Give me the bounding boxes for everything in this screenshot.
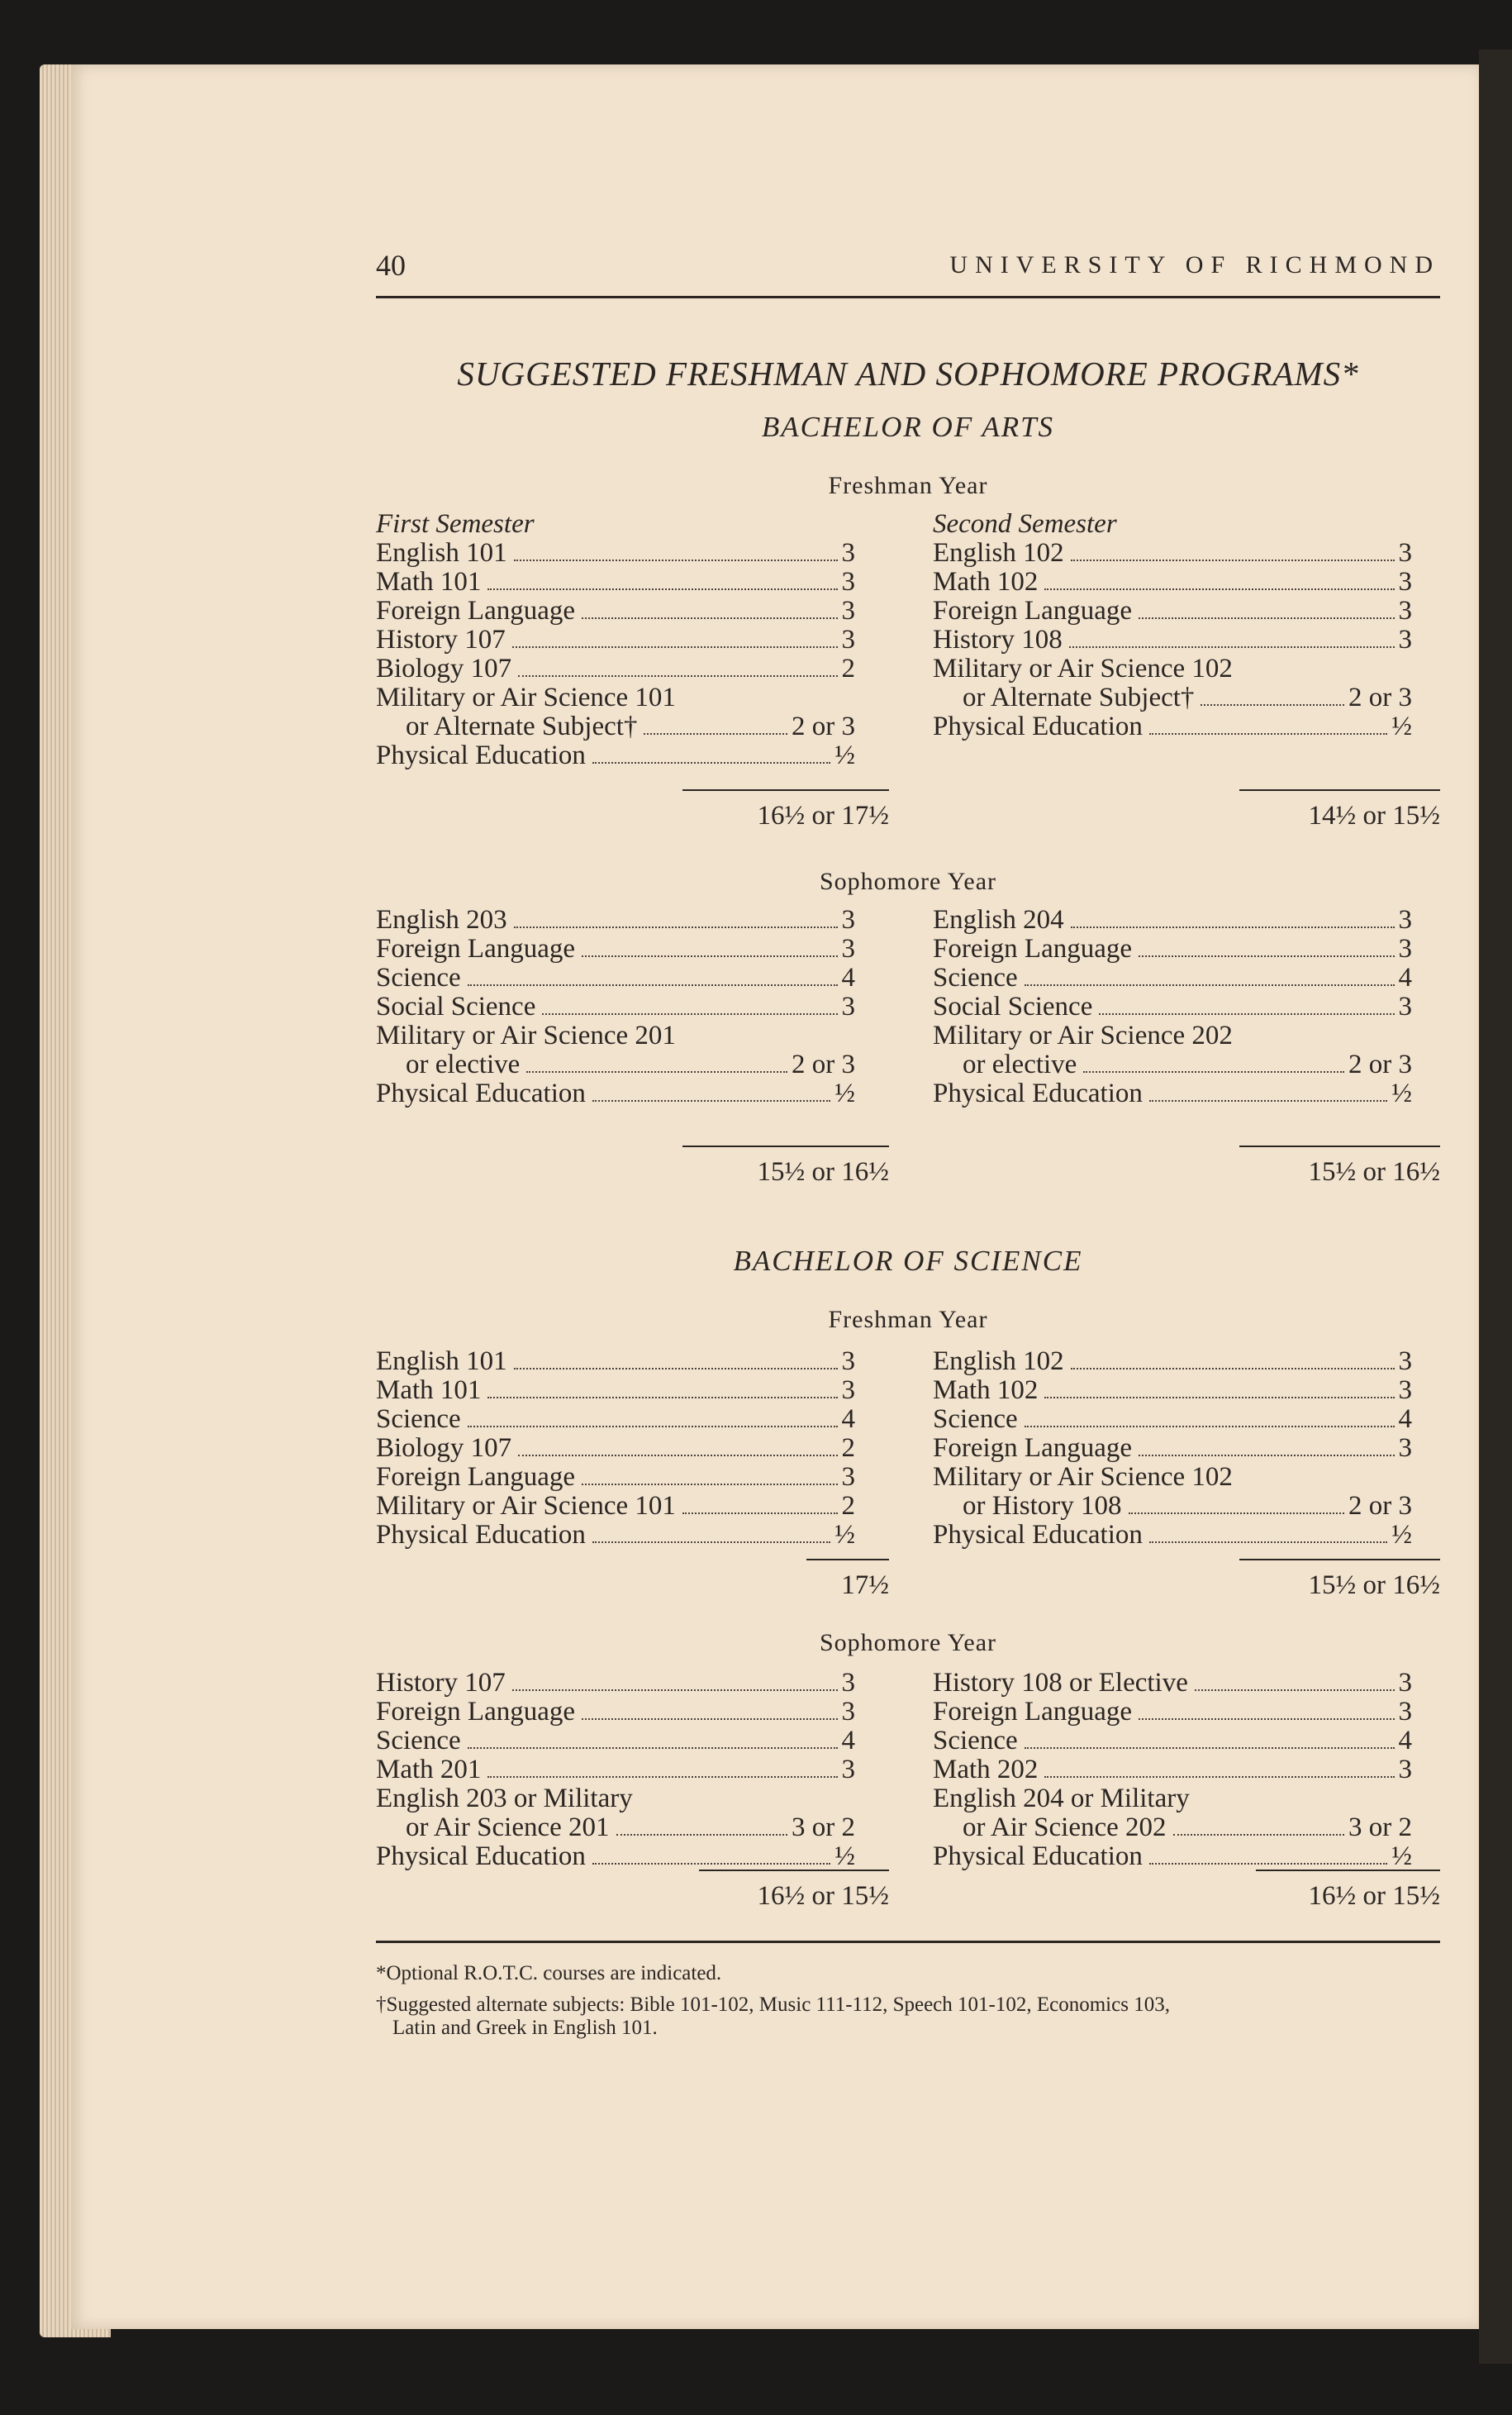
credit-hours: 3 bbox=[841, 1755, 855, 1784]
course-row bbox=[933, 1698, 1412, 1727]
course-row bbox=[933, 1521, 1412, 1550]
dot-leader bbox=[592, 1100, 830, 1102]
dot-leader bbox=[1139, 955, 1394, 957]
bs-freshman-left-total: 17½ bbox=[806, 1559, 889, 1601]
bs-freshman-right-total: 15½ or 16½ bbox=[1239, 1559, 1440, 1601]
course-label: Foreign Language bbox=[933, 934, 1133, 964]
bs-freshman-right bbox=[933, 1347, 1412, 1550]
course-row bbox=[933, 1079, 1412, 1108]
course-label: Physical Education bbox=[933, 1079, 1143, 1108]
course-row bbox=[933, 597, 1412, 626]
credit-hours: 3 bbox=[1398, 1346, 1412, 1376]
dot-leader bbox=[644, 733, 787, 735]
course-label: Physical Education bbox=[376, 741, 586, 770]
credit-hours: 4 bbox=[1398, 963, 1412, 993]
course-row bbox=[376, 655, 855, 684]
course-label: Math 102 bbox=[933, 567, 1039, 597]
credit-hours: 3 or 2 bbox=[1348, 1812, 1412, 1842]
credit-hours: 3 bbox=[841, 1462, 855, 1492]
ba-sophomore-right bbox=[933, 906, 1412, 1108]
credit-hours: 3 bbox=[841, 905, 855, 935]
credit-hours: 2 bbox=[841, 1491, 855, 1521]
course-row bbox=[933, 1050, 1412, 1079]
credit-hours: 3 bbox=[841, 934, 855, 964]
dot-leader bbox=[468, 1426, 838, 1427]
course-label: or Alternate Subject† bbox=[406, 712, 638, 741]
course-row bbox=[933, 1669, 1412, 1698]
dot-leader bbox=[512, 1689, 838, 1691]
course-row bbox=[376, 1813, 855, 1842]
course-label: Math 101 bbox=[376, 567, 482, 597]
dot-leader bbox=[1149, 733, 1387, 735]
course-row bbox=[376, 1376, 855, 1405]
course-label: Math 202 bbox=[933, 1755, 1039, 1784]
course-row bbox=[376, 906, 855, 935]
dot-leader bbox=[1149, 1100, 1387, 1102]
course-label: English 102 bbox=[933, 538, 1064, 568]
course-row bbox=[376, 1405, 855, 1434]
semester-heading: Second Semester bbox=[933, 509, 1117, 539]
dot-leader bbox=[487, 1397, 837, 1398]
course-label: Physical Education bbox=[933, 1841, 1143, 1871]
credit-hours: 3 bbox=[1398, 992, 1412, 1022]
dot-leader bbox=[1071, 560, 1395, 561]
course-label: Math 102 bbox=[933, 1375, 1039, 1405]
dot-leader bbox=[468, 984, 838, 986]
credit-hours: ½ bbox=[834, 1520, 855, 1550]
course-row bbox=[933, 568, 1412, 597]
course-label: English 101 bbox=[376, 538, 507, 568]
bs-sophomore-right bbox=[933, 1669, 1412, 1871]
credit-hours: 2 or 3 bbox=[1348, 1491, 1412, 1521]
dot-leader bbox=[1044, 1776, 1394, 1778]
dot-leader bbox=[1069, 646, 1395, 648]
course-label: English 203 bbox=[376, 905, 507, 935]
credit-hours: 3 bbox=[1398, 625, 1412, 655]
ba-heading: BACHELOR OF ARTS bbox=[761, 411, 1055, 443]
credit-hours: 3 bbox=[1398, 1433, 1412, 1463]
course-row bbox=[933, 1434, 1412, 1463]
ba-freshman-first-semester bbox=[376, 510, 855, 770]
credit-hours: 2 or 3 bbox=[1348, 1050, 1412, 1079]
credit-hours: 2 or 3 bbox=[792, 712, 855, 741]
ba-freshman-left-total: 16½ or 17½ bbox=[682, 789, 889, 831]
dot-leader bbox=[1129, 1512, 1345, 1514]
course-label: History 107 bbox=[376, 1668, 506, 1698]
dot-leader bbox=[1025, 1426, 1395, 1427]
credit-hours: ½ bbox=[834, 1079, 855, 1108]
dot-leader bbox=[1139, 1718, 1394, 1720]
page-number: 40 bbox=[376, 249, 406, 282]
course-row bbox=[376, 1347, 855, 1376]
ba-sophomore-right-total: 15½ or 16½ bbox=[1239, 1146, 1440, 1188]
dot-leader bbox=[682, 1512, 838, 1514]
dot-leader bbox=[542, 1013, 837, 1015]
credit-hours: 3 bbox=[1398, 567, 1412, 597]
course-row bbox=[933, 964, 1412, 993]
course-label: or Alternate Subject† bbox=[963, 683, 1195, 712]
ba-freshman-heading: Freshman Year bbox=[828, 472, 988, 499]
course-label: or Air Science 201 bbox=[406, 1812, 610, 1842]
course-label: Foreign Language bbox=[376, 934, 576, 964]
course-row bbox=[376, 597, 855, 626]
ba-freshman-right-total: 14½ or 15½ bbox=[1239, 789, 1440, 831]
course-row bbox=[933, 1492, 1412, 1521]
dot-leader bbox=[1025, 1747, 1395, 1749]
credit-hours: 3 bbox=[1398, 905, 1412, 935]
main-title: SUGGESTED FRESHMAN AND SOPHOMORE PROGRAMS* bbox=[457, 355, 1359, 393]
credit-hours: ½ bbox=[1391, 1520, 1412, 1550]
course-row bbox=[933, 1842, 1412, 1871]
course-label: History 107 bbox=[376, 625, 506, 655]
credit-hours: 3 bbox=[1398, 538, 1412, 568]
course-label: Math 101 bbox=[376, 1375, 482, 1405]
course-label: Physical Education bbox=[933, 712, 1143, 741]
course-label: Military or Air Science 101 bbox=[376, 683, 676, 712]
dot-leader bbox=[1139, 1455, 1394, 1456]
course-row bbox=[376, 712, 855, 741]
bs-sophomore-left bbox=[376, 1669, 855, 1871]
dot-leader bbox=[514, 926, 838, 928]
course-label: Science bbox=[933, 963, 1018, 993]
dot-leader bbox=[1173, 1834, 1344, 1836]
credit-hours: 3 bbox=[841, 567, 855, 597]
course-label: Social Science bbox=[376, 992, 536, 1022]
course-row bbox=[376, 1079, 855, 1108]
course-row bbox=[376, 935, 855, 964]
header-rule bbox=[376, 296, 1440, 298]
credit-hours: 3 bbox=[841, 1697, 855, 1727]
course-row bbox=[933, 539, 1412, 568]
course-row bbox=[933, 1405, 1412, 1434]
credit-hours: 2 or 3 bbox=[792, 1050, 855, 1079]
dot-leader bbox=[1071, 926, 1395, 928]
credit-hours: 4 bbox=[841, 963, 855, 993]
course-row bbox=[376, 1050, 855, 1079]
bs-sophomore-heading: Sophomore Year bbox=[820, 1629, 996, 1656]
ba-sophomore-left-total: 15½ or 16½ bbox=[682, 1146, 889, 1188]
course-label: Foreign Language bbox=[376, 1697, 576, 1727]
course-row bbox=[376, 539, 855, 568]
course-label: Physical Education bbox=[376, 1841, 586, 1871]
course-label: English 102 bbox=[933, 1346, 1064, 1376]
bs-sophomore-right-total: 16½ or 15½ bbox=[1256, 1870, 1440, 1912]
course-label: English 204 bbox=[933, 905, 1064, 935]
course-label: Foreign Language bbox=[376, 596, 576, 626]
course-row bbox=[376, 626, 855, 655]
dot-leader bbox=[518, 1455, 837, 1456]
credit-hours: 3 or 2 bbox=[792, 1812, 855, 1842]
footnote-rule bbox=[376, 1941, 1440, 1943]
dot-leader bbox=[1149, 1541, 1387, 1543]
course-label: Military or Air Science 202 bbox=[933, 1021, 1233, 1050]
credit-hours: ½ bbox=[1391, 1841, 1412, 1871]
course-label: Science bbox=[376, 963, 461, 993]
credit-hours: 3 bbox=[1398, 934, 1412, 964]
course-label: Military or Air Science 102 bbox=[933, 1462, 1233, 1492]
dot-leader bbox=[1201, 704, 1344, 706]
credit-hours: 2 bbox=[841, 1433, 855, 1463]
course-row bbox=[933, 626, 1412, 655]
dot-leader bbox=[1044, 1397, 1394, 1398]
course-row bbox=[376, 1698, 855, 1727]
dot-leader bbox=[582, 1718, 837, 1720]
course-row bbox=[376, 1434, 855, 1463]
credit-hours: 3 bbox=[1398, 1375, 1412, 1405]
footnote-alternate-subjects-cont: Latin and Greek in English 101. bbox=[392, 2017, 658, 2039]
course-label: History 108 bbox=[933, 625, 1063, 655]
running-header bbox=[376, 248, 1440, 289]
credit-hours: 3 bbox=[841, 1375, 855, 1405]
bs-freshman-heading: Freshman Year bbox=[828, 1306, 988, 1333]
course-row bbox=[376, 1521, 855, 1550]
course-row bbox=[933, 712, 1412, 741]
course-row bbox=[376, 1842, 855, 1871]
running-title: UNIVERSITY OF RICHMOND bbox=[949, 251, 1440, 279]
course-label: English 204 or Military bbox=[933, 1784, 1190, 1813]
course-label: Science bbox=[376, 1404, 461, 1434]
course-label: Foreign Language bbox=[933, 596, 1133, 626]
bs-heading: BACHELOR OF SCIENCE bbox=[733, 1245, 1083, 1277]
course-label: Science bbox=[933, 1726, 1018, 1755]
dot-leader bbox=[1083, 1071, 1344, 1073]
dot-leader bbox=[518, 675, 837, 677]
credit-hours: 4 bbox=[841, 1726, 855, 1755]
course-label: Foreign Language bbox=[376, 1462, 576, 1492]
course-row bbox=[376, 964, 855, 993]
dot-leader bbox=[468, 1747, 838, 1749]
dot-leader bbox=[592, 762, 830, 764]
course-label: English 203 or Military bbox=[376, 1784, 633, 1813]
dot-leader bbox=[616, 1834, 787, 1836]
course-label: Physical Education bbox=[933, 1520, 1143, 1550]
credit-hours: 3 bbox=[841, 596, 855, 626]
semester-heading: First Semester bbox=[376, 509, 535, 539]
course-label: Science bbox=[933, 1404, 1018, 1434]
course-label: or History 108 bbox=[963, 1491, 1122, 1521]
course-row bbox=[933, 935, 1412, 964]
credit-hours: 4 bbox=[1398, 1726, 1412, 1755]
course-label: Physical Education bbox=[376, 1079, 586, 1108]
course-row bbox=[933, 684, 1412, 712]
dot-leader bbox=[512, 646, 838, 648]
dot-leader bbox=[582, 617, 837, 619]
course-label: Physical Education bbox=[376, 1520, 586, 1550]
dot-leader bbox=[487, 1776, 837, 1778]
course-label: Biology 107 bbox=[376, 654, 512, 684]
dot-leader bbox=[487, 588, 837, 590]
dot-leader bbox=[514, 560, 838, 561]
course-row bbox=[376, 741, 855, 770]
course-row bbox=[933, 1727, 1412, 1755]
dot-leader bbox=[592, 1541, 830, 1543]
credit-hours: 4 bbox=[1398, 1404, 1412, 1434]
course-label: or elective bbox=[963, 1050, 1077, 1079]
course-label: or elective bbox=[406, 1050, 521, 1079]
course-row bbox=[376, 1492, 855, 1521]
course-row bbox=[376, 568, 855, 597]
footnote-alternate-subjects: †Suggested alternate subjects: Bible 101-102, Music 111-112, Speech 101-102, Economics 103, bbox=[376, 1993, 1170, 2016]
dot-leader bbox=[1071, 1368, 1395, 1369]
ba-sophomore-heading: Sophomore Year bbox=[820, 868, 996, 895]
bs-sophomore-left-total: 16½ or 15½ bbox=[699, 1870, 889, 1912]
credit-hours: 3 bbox=[1398, 596, 1412, 626]
dot-leader bbox=[1044, 588, 1394, 590]
credit-hours: 3 bbox=[1398, 1697, 1412, 1727]
dot-leader bbox=[1139, 617, 1394, 619]
course-label: Military or Air Science 102 bbox=[933, 654, 1233, 684]
course-row bbox=[376, 1727, 855, 1755]
dot-leader bbox=[526, 1071, 787, 1073]
course-label: Social Science bbox=[933, 992, 1093, 1022]
credit-hours: 2 or 3 bbox=[1348, 683, 1412, 712]
credit-hours: 3 bbox=[1398, 1755, 1412, 1784]
course-row bbox=[376, 1463, 855, 1492]
course-row bbox=[933, 1376, 1412, 1405]
course-row bbox=[933, 1755, 1412, 1784]
course-row bbox=[933, 993, 1412, 1022]
ba-freshman-second-semester bbox=[933, 510, 1412, 741]
footnote-optional-rotc: *Optional R.O.T.C. courses are indicated. bbox=[376, 1962, 722, 1984]
course-label: Military or Air Science 201 bbox=[376, 1021, 676, 1050]
course-label: or Air Science 202 bbox=[963, 1812, 1167, 1842]
course-row bbox=[376, 1755, 855, 1784]
credit-hours: 3 bbox=[841, 538, 855, 568]
credit-hours: 2 bbox=[841, 654, 855, 684]
dot-leader bbox=[1195, 1689, 1395, 1691]
course-label: English 101 bbox=[376, 1346, 507, 1376]
credit-hours: 4 bbox=[841, 1404, 855, 1434]
course-row bbox=[376, 1669, 855, 1698]
dot-leader bbox=[1099, 1013, 1394, 1015]
dot-leader bbox=[582, 955, 837, 957]
credit-hours: ½ bbox=[1391, 712, 1412, 741]
footnotes bbox=[376, 1962, 1440, 2040]
credit-hours: 3 bbox=[841, 992, 855, 1022]
course-row bbox=[933, 906, 1412, 935]
course-row bbox=[933, 1347, 1412, 1376]
dot-leader bbox=[1149, 1863, 1387, 1865]
credit-hours: 3 bbox=[841, 625, 855, 655]
course-label: Biology 107 bbox=[376, 1433, 512, 1463]
dot-leader bbox=[514, 1368, 838, 1369]
ba-sophomore-left bbox=[376, 906, 855, 1108]
credit-hours: 3 bbox=[841, 1346, 855, 1376]
credit-hours: 3 bbox=[841, 1668, 855, 1698]
course-label: Math 201 bbox=[376, 1755, 482, 1784]
course-label: Science bbox=[376, 1726, 461, 1755]
dot-leader bbox=[592, 1863, 830, 1865]
course-label: Foreign Language bbox=[933, 1697, 1133, 1727]
facing-page-edge bbox=[1479, 50, 1512, 2364]
credit-hours: ½ bbox=[1391, 1079, 1412, 1108]
course-label: History 108 or Elective bbox=[933, 1668, 1188, 1698]
dot-leader bbox=[582, 1484, 837, 1485]
course-label: Military or Air Science 101 bbox=[376, 1491, 676, 1521]
course-label: Foreign Language bbox=[933, 1433, 1133, 1463]
course-row bbox=[933, 1813, 1412, 1842]
bs-freshman-left bbox=[376, 1347, 855, 1550]
credit-hours: 3 bbox=[1398, 1668, 1412, 1698]
dot-leader bbox=[1025, 984, 1395, 986]
course-row bbox=[376, 993, 855, 1022]
credit-hours: ½ bbox=[834, 741, 855, 770]
credit-hours: ½ bbox=[834, 1841, 855, 1871]
